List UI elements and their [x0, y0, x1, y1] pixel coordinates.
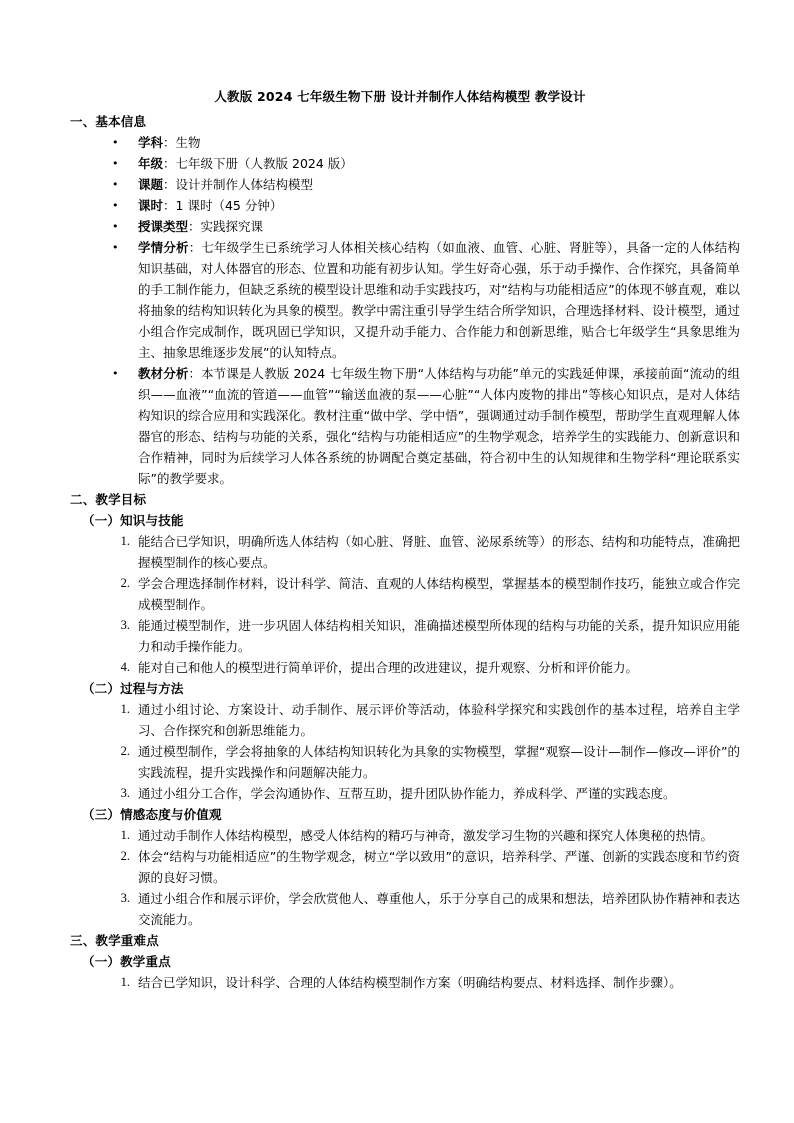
list-item	[60, 363, 740, 489]
list-item: 能通过模型制作，进一步巩固人体结构相关知识，准确描述模型所体现的结构与功能的关系，提升知识应用能力和动手操作能力。	[138, 618, 740, 654]
section-heading-teaching-objectives: 二、教学目标	[70, 492, 147, 507]
item-label: 课题	[138, 177, 164, 192]
list-item	[60, 237, 740, 363]
list-item: 能对自己和他人的模型进行简单评价，提出合理的改进建议，提升观察、分析和评价能力。	[138, 660, 639, 675]
subsection-heading-knowledge-skills: （一）知识与技能	[82, 513, 184, 528]
list-item: 结合已学知识，设计科学、合理的人体结构模型制作方案（明确结构要点、材料选择、制作步骤）。	[138, 975, 682, 990]
item-text: ：生物	[163, 135, 201, 150]
item-text: ：七年级下册（人教版 2024 版）	[163, 156, 353, 171]
subsection-heading-key-points: （一）教学重点	[82, 954, 171, 969]
item-label: 教材分析	[138, 366, 189, 381]
item-text: ：实践探究课	[188, 219, 264, 234]
item-label: 学科	[138, 135, 164, 150]
document-body	[60, 86, 740, 993]
section-heading-key-difficult-points: 三、教学重难点	[70, 933, 159, 948]
emotion-attitude-values-list	[60, 825, 740, 930]
section-heading-basic-info: 一、基本信息	[70, 114, 147, 129]
item-label: 授课类型	[138, 219, 189, 234]
list-item	[60, 132, 740, 153]
item-text: ：1 课时（45 分钟）	[163, 198, 283, 213]
list-item: 通过动手制作人体结构模型，感受人体结构的精巧与神奇，激发学习生物的兴趣和探究人体奥秘的热情。	[138, 828, 714, 843]
list-item	[60, 174, 740, 195]
list-item: 通过小组合作和展示评价，学会欣赏他人、尊重他人，乐于分享自己的成果和想法，培养团队协作精神和表达交流能力。	[138, 891, 740, 927]
list-item	[60, 195, 740, 216]
key-points-list	[60, 972, 740, 993]
basic-info-list	[60, 132, 740, 489]
list-item: 能结合已学知识，明确所选人体结构（如心脏、肾脏、血管、泌尿系统等）的形态、结构和功能特点，准确把握模型制作的核心要点。	[138, 534, 740, 570]
knowledge-skills-list	[60, 531, 740, 678]
process-methods-list	[60, 699, 740, 804]
list-item: 通过小组分工合作，学会沟通协作、互帮互助，提升团队协作能力，养成科学、严谨的实践态度。	[138, 786, 676, 801]
item-label: 学情分析	[138, 240, 189, 255]
subsection-heading-emotion-attitude-values: （三）情感态度与价值观	[82, 807, 222, 822]
item-text: ：七年级学生已系统学习人体相关核心结构（如血液、血管、心脏、肾脏等），具备一定的人体结构知识基础，对人体器官的形态、位置和功能有初步认知。学生好奇心强，乐于动手操作、合作探究，具备简单的手工制作能力，但缺乏系统的模型设计思维和动手实践技巧，对“结构与功能相适应”的体现不够直观，难以将抽象的结构知识转化为具象的模型。教学中需注重引导学生结合所学知识，合理选择材料、设计模型，通过小组合作完成制作，既巩固已学知识，又提升动手能力、合作能力和创新思维，贴合七年级学生“具象思维为主、抽象思维逐步发展”的认知特点。	[138, 240, 740, 360]
list-item: 通过模型制作，学会将抽象的人体结构知识转化为具象的实物模型，掌握“观察—设计—制作—修改—评价”的实践流程，提升实践操作和问题解决能力。	[138, 744, 740, 780]
item-text: ：本节课是人教版 2024 七年级生物下册“人体结构与功能”单元的实践延伸课，承接前面“流动的组织——血液”“血流的管道——血管”“输送血液的泵——心脏”“人体内废物的排出”等核心知识点，是对人体结构知识的综合应用和实践深化。教材注重“做中学、学中悟”，强调通过动手制作模型，帮助学生直观理解人体器官的形态、结构与功能的关系，强化“结构与功能相适应”的生物学观念，培养学生的实践能力、创新意识和合作精神，同时为后续学习人体各系统的协调配合奠定基础，符合初中生的认知规律和生物学科“理论联系实际”的教学要求。	[138, 366, 740, 486]
item-label: 课时	[138, 198, 164, 213]
list-item	[60, 153, 740, 174]
item-label: 年级	[138, 156, 164, 171]
subsection-heading-process-methods: （二）过程与方法	[82, 681, 184, 696]
page-title: 人教版 2024 七年级生物下册 设计并制作人体结构模型 教学设计	[214, 89, 586, 104]
list-item: 体会“结构与功能相适应”的生物学观念，树立“学以致用”的意识，培养科学、严谨、创新的实践态度和节约资源的良好习惯。	[138, 849, 740, 885]
list-item	[60, 216, 740, 237]
item-text: ：设计并制作人体结构模型	[163, 177, 314, 192]
list-item: 学会合理选择制作材料，设计科学、简洁、直观的人体结构模型，掌握基本的模型制作技巧，能独立或合作完成模型制作。	[138, 576, 740, 612]
list-item: 通过小组讨论、方案设计、动手制作、展示评价等活动，体验科学探究和实践创作的基本过程，培养自主学习、合作探究和创新思维能力。	[138, 702, 740, 738]
